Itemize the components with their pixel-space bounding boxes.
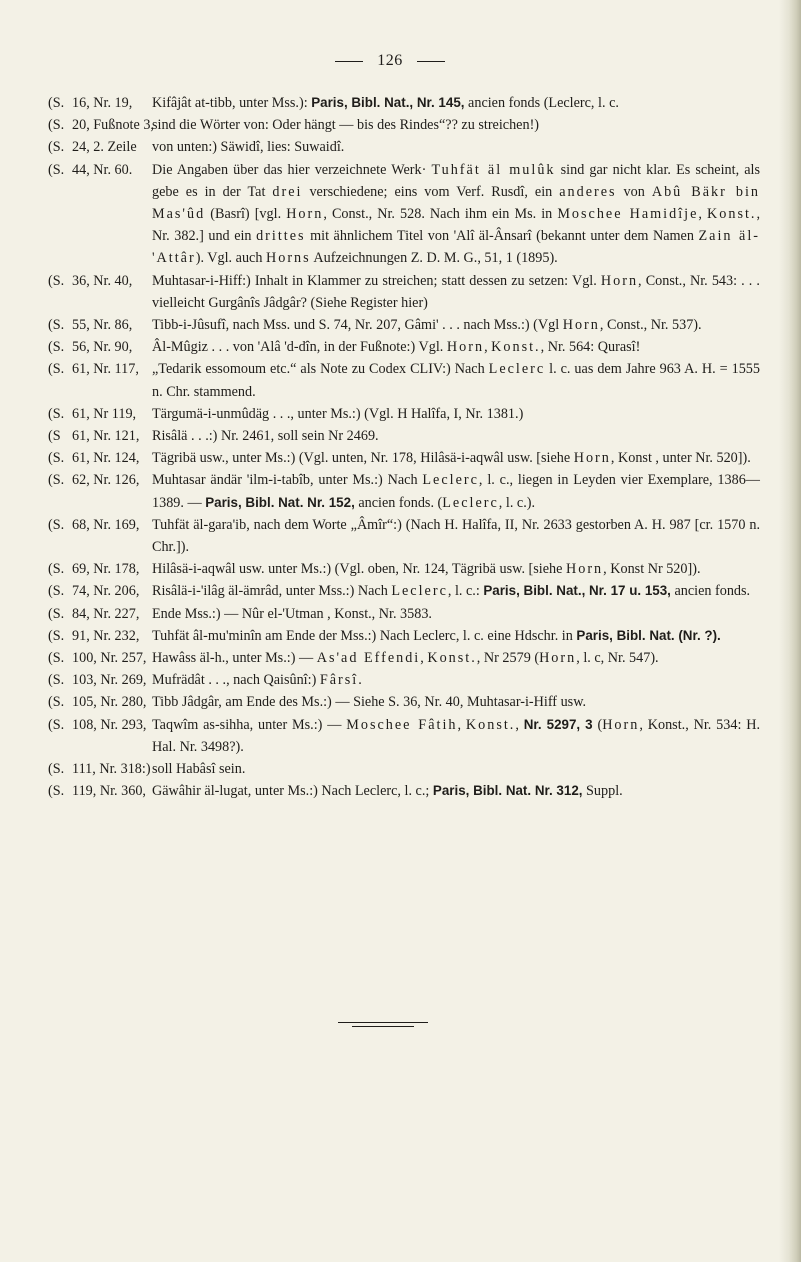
entry-text-run: ,	[457, 716, 466, 733]
corrigendum-entry	[48, 469, 760, 513]
entry-text-run: verschiedene; eins vom Verf. Rusdî, ein	[302, 183, 560, 200]
entry-reference	[48, 647, 152, 669]
corrigendum-entry	[48, 714, 760, 758]
entry-text-run: ancien fonds.	[670, 583, 751, 600]
entry-text-run: soll Habâsî sein.	[152, 761, 246, 778]
end-ornament-line-bottom	[352, 1026, 414, 1027]
entry-reference	[48, 669, 152, 691]
entry-open-paren: (S.	[48, 605, 65, 622]
corrigendum-entry	[48, 780, 760, 802]
end-ornament-line-top	[338, 1022, 428, 1023]
entry-location: 55, Nr. 86,	[72, 317, 133, 334]
entry-text-run: Mufrädât . . ., nach Qaisûnî:)	[152, 672, 320, 689]
entry-text-run: (Basrî) [vgl.	[205, 206, 287, 223]
entry-text-run: ,	[420, 650, 428, 667]
entry-text	[152, 403, 760, 425]
corrigendum-entry	[48, 514, 760, 558]
corrigendum-entry	[48, 403, 760, 425]
entry-location: 61, Nr. 117,	[72, 361, 139, 378]
entry-open-paren: (S.	[48, 650, 65, 667]
entry-location: 111, Nr. 318:)	[72, 761, 151, 778]
spaced-name: Horn	[602, 716, 640, 733]
entry-text	[152, 270, 760, 314]
entry-text-run: , l. c.).	[498, 494, 536, 511]
entry-location: 61, Nr 119,	[72, 405, 137, 422]
entry-text-run: (	[592, 716, 603, 733]
entry-text-run: Taqwîm as-sihha, unter Ms.:) —	[152, 716, 347, 733]
entry-text	[152, 780, 760, 802]
entry-location: 84, Nr. 227,	[72, 605, 140, 622]
entry-open-paren: (S.	[48, 139, 65, 156]
entry-open-paren: (S.	[48, 117, 65, 134]
entry-text-run: Risâlä-i-'ilâg äl-ämrâd, unter Mss.:) Nach	[152, 583, 392, 600]
entry-text	[152, 603, 760, 625]
spaced-name: Leclerc	[488, 361, 546, 378]
entry-open-paren: (S.	[48, 161, 65, 178]
entry-location: 108, Nr. 293,	[72, 716, 147, 733]
entry-text-run: Hilâsä-i-aqwâl usw. unter Ms.:) (Vgl. oben, Nr. 124, Tägribä usw. [siehe	[152, 561, 566, 578]
entry-reference	[48, 314, 152, 336]
spaced-name: Konst.	[465, 716, 516, 733]
entry-location: 105, Nr. 280,	[72, 694, 147, 711]
entry-location: 68, Nr. 169,	[72, 516, 140, 533]
corrigendum-entry	[48, 447, 760, 469]
entry-text-run: l. c. uas dem Jahre 963 A. H. = 1555 n. Chr. stammend.	[152, 361, 760, 400]
corrigenda-list	[48, 92, 760, 803]
entry-text-run: Kifâjât at-tibb, unter Mss.):	[152, 95, 312, 111]
entry-location: 62, Nr. 126,	[72, 472, 140, 489]
entry-text-run: Suppl.	[582, 783, 623, 800]
library-reference: Paris, Bibl. Nat. Nr. 312,	[432, 783, 583, 799]
entry-reference	[48, 92, 152, 114]
entry-location: 16, Nr. 19,	[72, 95, 133, 111]
entry-reference	[48, 159, 152, 270]
entry-text	[152, 425, 760, 447]
entry-reference	[48, 580, 152, 602]
corrigendum-entry	[48, 558, 760, 580]
entry-text-run: von unten:) Säwidî, lies: Suwaidî.	[152, 139, 345, 156]
entry-reference	[48, 714, 152, 758]
entry-text-run: , Konst Nr 520]).	[603, 561, 701, 578]
entry-reference	[48, 425, 152, 447]
entry-reference	[48, 758, 152, 780]
entry-location: 91, Nr. 232,	[72, 627, 140, 644]
entry-text-run: , l. c.:	[447, 583, 484, 600]
entry-text-run: Tibb Jâdgâr, am Ende des Ms.:) — Siehe S. 36, Nr. 40, Muhtasar-i-Hiff usw.	[152, 694, 587, 711]
spaced-name: Horn	[573, 450, 611, 467]
entry-reference	[48, 603, 152, 625]
header-dash-right	[417, 61, 445, 62]
library-reference: Paris, Bibl. Nat. Nr. 152,	[205, 494, 355, 510]
entry-text-run: Aufzeichnungen Z. D. M. G., 51, 1 (1895).	[310, 250, 558, 267]
corrigendum-entry	[48, 425, 760, 447]
header-dash-left	[335, 61, 363, 62]
corrigendum-entry	[48, 358, 760, 402]
entry-text	[152, 92, 760, 114]
spaced-name: Horn	[565, 561, 604, 578]
entry-location: 119, Nr. 360,	[72, 783, 146, 800]
corrigendum-entry	[48, 758, 760, 780]
entry-text-run: Tuhfät âl-mu'minîn am Ende der Mss.:) Nach Leclerc, l. c. eine Hdschr. in	[152, 627, 577, 644]
entry-reference	[48, 469, 152, 513]
entry-text-run: Ende Mss.:) — Nûr el-'Utman , Konst., Nr. 3583.	[152, 605, 432, 622]
spaced-name: Moschee Hamidîje	[557, 206, 699, 223]
spaced-name: Konst.	[491, 339, 541, 356]
spaced-name: Zain äl-'Attâr	[152, 228, 761, 267]
entry-open-paren: (S.	[48, 339, 65, 356]
corrigendum-entry	[48, 625, 760, 647]
entry-reference	[48, 403, 152, 425]
entry-reference	[48, 514, 152, 558]
entry-text-run: , l. c, Nr. 547).	[576, 650, 659, 667]
entry-text	[152, 580, 760, 602]
entry-location: 69, Nr. 178,	[72, 561, 140, 578]
entry-location: 36, Nr. 40,	[72, 272, 133, 289]
page-edge-shadow	[779, 0, 801, 1262]
entry-reference	[48, 691, 152, 713]
entry-location: 44, Nr. 60.	[72, 161, 133, 178]
entry-location: 74, Nr. 206,	[72, 583, 140, 600]
entry-open-paren: (S.	[48, 317, 65, 334]
corrigendum-entry	[48, 647, 760, 669]
entry-reference	[48, 136, 152, 158]
entry-location: 61, Nr. 124,	[72, 450, 140, 467]
entry-text-run: ancien fonds (Leclerc, l. c.	[464, 95, 619, 111]
spaced-name: Konst.	[427, 650, 477, 667]
entry-text	[152, 558, 760, 580]
spaced-name: Leclerc	[422, 472, 479, 489]
spaced-name: Horn	[539, 650, 577, 667]
entry-open-paren: (S.	[48, 405, 65, 422]
spaced-name: Horns	[265, 250, 311, 267]
entry-text	[152, 469, 760, 513]
corrigendum-entry	[48, 114, 760, 136]
entry-text-run: Tärgumä-i-unmûdäg . . ., unter Ms.:) (Vgl. H Halîfa, I, Nr. 1381.)	[152, 405, 524, 422]
entry-text	[152, 159, 760, 270]
spaced-name: anderes	[559, 183, 617, 200]
corrigendum-entry	[48, 336, 760, 358]
spaced-name: Horn	[562, 317, 600, 334]
entry-text	[152, 447, 760, 469]
entry-location: 56, Nr. 90,	[72, 339, 133, 356]
corrigendum-entry	[48, 603, 760, 625]
entry-text-run: , Const., Nr. 537).	[599, 317, 702, 334]
entry-text-run: ,	[515, 716, 524, 733]
entry-text	[152, 714, 760, 758]
entry-text-run: ). Vgl. auch	[195, 250, 266, 267]
library-reference: Paris, Bibl. Nat., Nr. 17 u. 153,	[483, 583, 671, 599]
spaced-name: Moschee Fâtih	[346, 716, 458, 733]
entry-reference	[48, 358, 152, 402]
corrigendum-entry	[48, 270, 760, 314]
entry-text	[152, 314, 760, 336]
entry-text	[152, 358, 760, 402]
spaced-name: Abû Bäkr bin Mas'ûd	[152, 183, 760, 223]
library-reference: Paris, Bibl. Nat. (Nr. ?).	[576, 627, 721, 643]
spaced-name: Konst.	[707, 206, 757, 223]
entry-open-paren: (S.	[48, 361, 65, 378]
entry-text-run: , Konst., Nr. 534: H. Hal. Nr. 3498?).	[152, 716, 761, 755]
spaced-name: drittes	[256, 228, 306, 245]
spaced-name: Fârsî	[319, 672, 359, 689]
entry-text-run: Muhtasar ändär 'ilm-i-tabîb, unter Ms.:) Nach	[152, 472, 423, 489]
corrigendum-entry	[48, 92, 760, 114]
corrigendum-entry	[48, 580, 760, 602]
entry-text-run: Tägribä usw., unter Ms.:) (Vgl. unten, Nr. 178, Hilâsä-i-aqwâl usw. [siehe	[152, 450, 574, 467]
library-reference: Paris, Bibl. Nat., Nr. 145,	[311, 95, 465, 110]
entry-text	[152, 669, 760, 691]
entry-text-run: Hawâss äl-h., unter Ms.:) —	[152, 650, 317, 667]
entry-text	[152, 625, 760, 647]
entry-open-paren: (S.	[48, 672, 65, 689]
entry-text-run: , Const., Nr. 528. Nach ihm ein Ms. in	[323, 206, 558, 223]
entry-open-paren: (S.	[48, 627, 65, 644]
entry-open-paren: (S.	[48, 450, 65, 467]
entry-open-paren: (S.	[48, 761, 65, 778]
entry-text-run: Âl-Mûgiz . . . von 'Alâ 'd-dîn, in der Fußnote:) Vgl.	[152, 339, 447, 356]
entry-reference	[48, 780, 152, 802]
entry-open-paren: (S	[48, 428, 61, 445]
corrigendum-entry	[48, 314, 760, 336]
entry-open-paren: (S.	[48, 716, 65, 733]
entry-location: 103, Nr. 269,	[72, 672, 147, 689]
spaced-name: Horn	[600, 272, 639, 289]
entry-text-run: Gäwâhir äl-lugat, unter Ms.:) Nach Leclerc, l. c.;	[152, 783, 433, 800]
entry-text-run: Tuhfät äl-gara'ib, nach dem Worte „Âmîr“:) (Nach H. Halîfa, II, Nr. 2633 gestorben A. H. 987 [cr. 1570 n. Chr.]).	[152, 516, 760, 556]
page-number: 126	[377, 52, 403, 69]
entry-reference	[48, 336, 152, 358]
spaced-name: Leclerc	[391, 583, 448, 600]
entry-reference	[48, 558, 152, 580]
entry-text	[152, 647, 760, 669]
entry-text	[152, 514, 760, 558]
entry-text-run: ancien fonds. (	[354, 494, 443, 511]
entry-text-run: , Nr 2579 (	[476, 650, 540, 667]
entry-text-run: .	[358, 672, 362, 689]
entry-text-run: Muhtasar-i-Hiff:) Inhalt in Klammer zu streichen; statt dessen zu setzen: Vgl.	[152, 272, 601, 289]
entry-open-paren: (S.	[48, 694, 65, 711]
entry-open-paren: (S.	[48, 783, 65, 800]
entry-text-run: , Nr. 382.] und ein	[152, 206, 761, 245]
entry-text-run: , Nr. 564: Qurasî!	[540, 339, 641, 356]
entry-text	[152, 336, 760, 358]
entry-open-paren: (S.	[48, 561, 65, 578]
entry-text	[152, 136, 760, 158]
entry-location: 100, Nr. 257,	[72, 650, 147, 667]
corrigendum-entry	[48, 691, 760, 713]
entry-text-run: , l. c., liegen in Leyden vier Exemplare, 1386—1389. —	[152, 472, 760, 511]
entry-text-run: Tibb-i-Jûsufî, nach Mss. und S. 74, Nr. 207, Gâmi' . . . nach Mss.:) (Vgl	[152, 317, 563, 334]
entry-open-paren: (S.	[48, 516, 65, 533]
entry-text	[152, 114, 760, 136]
entry-text	[152, 758, 760, 780]
entry-location: 20, Fußnote 3,	[72, 117, 154, 134]
entry-text-run: , Konst , unter Nr. 520]).	[610, 450, 751, 467]
spaced-name: Leclerc	[442, 494, 499, 511]
entry-open-paren: (S.	[48, 583, 65, 600]
library-reference: Nr. 5297, 3	[523, 716, 593, 732]
entry-text-run: Die Angaben über das hier verzeichnete Werk·	[152, 161, 432, 178]
entry-text-run: sind die Wörter von: Oder hängt — bis des Rindes“?? zu streichen!)	[152, 117, 540, 134]
entry-text-run: , Const., Nr. 543: . . . vielleicht Gurgânîs Jâdgâr? (Siehe Register hier)	[152, 272, 760, 311]
entry-text-run: ,	[484, 339, 492, 356]
entry-text-run: sind gar nicht klar. Es scheint, als gebe es in der Tat	[152, 161, 760, 200]
spaced-name: drei	[272, 183, 303, 200]
spaced-name: Horn	[446, 339, 485, 356]
spaced-name: Tuhfät äl mulûk	[431, 161, 556, 178]
corrigendum-entry	[48, 136, 760, 158]
entry-reference	[48, 625, 152, 647]
entry-location: 61, Nr. 121,	[72, 428, 140, 445]
entry-text-run: „Tedarik essomoum etc.“ als Note zu Codex CLIV:) Nach	[152, 361, 489, 378]
entry-reference	[48, 114, 152, 136]
entry-text-run: ,	[698, 206, 708, 223]
corrigendum-entry	[48, 159, 760, 270]
entry-text-run: mit ähnlichem Titel von 'Alî äl-Ânsarî (bekannt unter dem Namen	[305, 228, 699, 245]
entry-open-paren: (S.	[48, 272, 65, 289]
spaced-name: As'ad Effendi	[316, 650, 421, 667]
page-header	[0, 52, 780, 70]
entry-text-run: Risâlä . . .:) Nr. 2461, soll sein Nr 2469.	[152, 428, 379, 445]
entry-text-run: von	[616, 183, 652, 200]
corrigendum-entry	[48, 669, 760, 691]
entry-location: 24, 2. Zeile	[72, 139, 137, 156]
spaced-name: Horn	[286, 206, 324, 223]
entry-reference	[48, 270, 152, 314]
entry-reference	[48, 447, 152, 469]
entry-text	[152, 691, 760, 713]
entry-open-paren: (S.	[48, 472, 65, 489]
entry-open-paren: (S.	[48, 95, 65, 111]
